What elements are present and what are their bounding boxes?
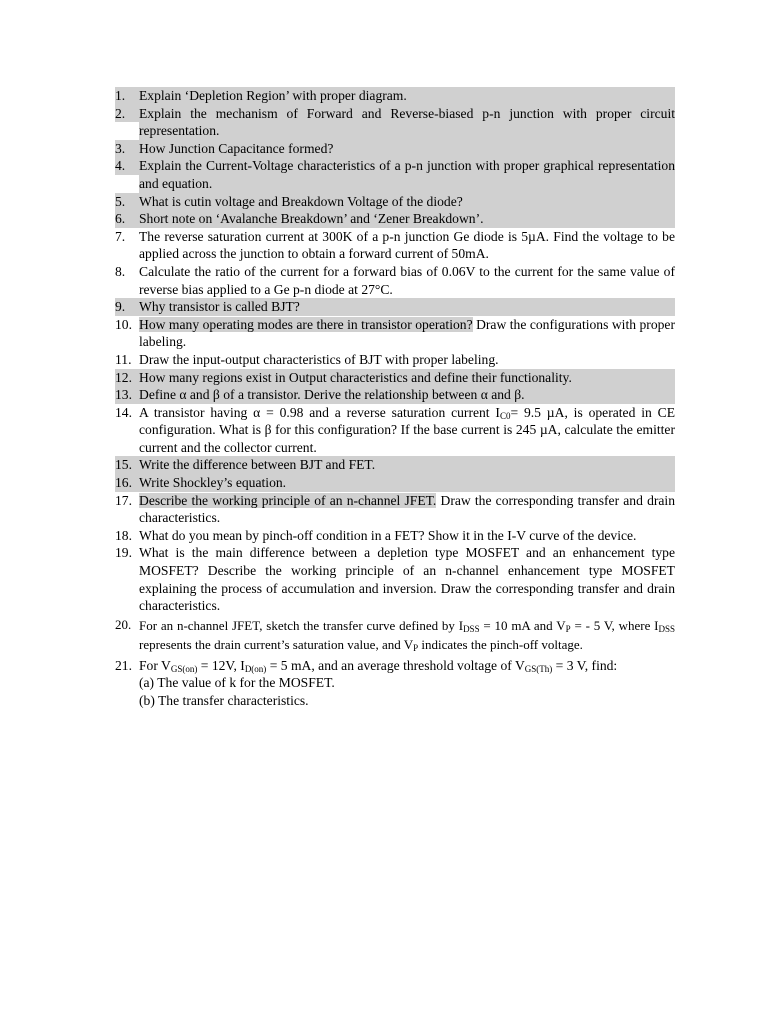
question-number: 20. [115, 616, 132, 632]
question-text: Write Shockley’s equation. [139, 474, 675, 492]
question-number: 19. [115, 545, 132, 561]
question-text: Write the difference between BJT and FET. [139, 456, 675, 474]
question-item [115, 615, 675, 654]
highlighted-text: How many operating modes are there in transistor operation? [139, 316, 473, 332]
question-item [115, 404, 675, 457]
question-item [115, 263, 675, 298]
question-number: 11. [115, 351, 132, 367]
question-number: 2. [115, 105, 139, 123]
question-number: 13. [115, 386, 139, 404]
subscript: C0 [499, 410, 511, 421]
question-text [139, 316, 675, 351]
question-text: What is cutin voltage and Breakdown Voltage of the diode? [139, 193, 675, 211]
text-part: = 9.5 µA, is operated in CE configuration. What is β for this configuration? If the base current is 245 µA, calculate the emitter current and the collector current. [139, 404, 675, 455]
question-number: 4. [115, 157, 139, 175]
question-number: 9. [115, 298, 139, 316]
question-item [115, 369, 675, 387]
text-part: represents the drain current’s saturation value, and V [139, 636, 414, 652]
text-part: = 10 mA and V [479, 617, 566, 633]
question-number: 3. [115, 140, 139, 158]
text-part: For V [139, 657, 171, 673]
question-item [115, 456, 675, 474]
question-text: Draw the input-output characteristics of BJT with proper labeling. [139, 351, 499, 367]
sub-question-b: (b) The transfer characteristics. [139, 693, 309, 708]
sub-question-a: (a) The value of k for the MOSFET. [139, 675, 335, 691]
question-text: Explain the Current-Voltage characteristics of a p-n junction with proper graphical representation and equation. [139, 158, 675, 191]
question-item [115, 544, 675, 614]
plain-text: Draw the configurations with proper labeling. [139, 316, 675, 350]
question-text: What is the main difference between a depletion type MOSFET and an enhancement type MOSFET? Describe the working principle of an n-channel enhancement type MOSFET explaining the process of accumulation and inversion. Draw the corresponding transfer and drain characteristics. [139, 545, 675, 614]
question-item [115, 193, 675, 211]
question-item [115, 474, 675, 492]
question-text [139, 616, 675, 654]
question-line [139, 657, 675, 675]
text-part: indicates the pinch-off voltage. [418, 636, 583, 652]
question-text [139, 404, 675, 457]
question-item [115, 228, 675, 263]
question-number: 14. [115, 404, 132, 420]
question-item [115, 386, 675, 404]
question-text: Short note on ‘Avalanche Breakdown’ and ‘Zener Breakdown’. [139, 210, 675, 228]
question-list [115, 87, 675, 710]
text-part: = 5 mA, and an average threshold voltage of V [266, 657, 525, 673]
question-item [115, 316, 675, 351]
question-text [139, 657, 675, 710]
question-number: 21. [115, 657, 132, 673]
question-text: Define α and β of a transistor. Derive the relationship between α and β. [139, 386, 675, 404]
plain-text: Draw the corresponding transfer and drain characteristics. [139, 492, 676, 526]
text-part: = - 5 V, where I [570, 617, 659, 633]
question-number: 1. [115, 87, 139, 105]
question-item [115, 140, 675, 158]
question-item [115, 527, 675, 545]
text-part: = 12V, I [197, 657, 245, 673]
question-item [115, 298, 675, 316]
subscript: GS(Th) [524, 663, 553, 674]
question-text: Explain ‘Depletion Region’ with proper diagram. [139, 87, 675, 105]
highlighted-text: Describe the working principle of an n-channel JFET. [139, 492, 437, 508]
question-number: 8. [115, 263, 126, 279]
subscript: GS(on) [170, 663, 198, 674]
question-item [115, 492, 675, 527]
question-text: How many regions exist in Output characteristics and define their functionality. [139, 369, 675, 387]
subscript: P [565, 623, 571, 634]
subscript: D(on) [244, 663, 267, 674]
text-part: = 3 V, find: [552, 657, 618, 673]
subscript: P [413, 642, 419, 653]
question-text: Calculate the ratio of the current for a forward bias of 0.06V to the current for the same value of reverse bias applied to a Ge p-n diode at 27°C. [139, 263, 675, 297]
question-text [139, 492, 675, 527]
question-number: 6. [115, 210, 139, 228]
question-number: 17. [115, 492, 132, 508]
question-text: Explain the mechanism of Forward and Reverse-biased p-n junction with proper circuit representation. [139, 105, 675, 139]
question-text: The reverse saturation current at 300K of a p-n junction Ge diode is 5µA. Find the voltage to be applied across the junction to obtain a forward current of 50mA. [139, 228, 675, 262]
question-item [115, 105, 675, 140]
question-text: Why transistor is called BJT? [139, 298, 675, 316]
question-number: 12. [115, 369, 139, 387]
text-part: A transistor having α = 0.98 and a reverse saturation current I [139, 404, 500, 420]
question-item [115, 157, 675, 192]
question-item [115, 657, 675, 710]
question-number: 18. [115, 527, 132, 543]
question-number: 5. [115, 193, 139, 211]
question-item [115, 210, 675, 228]
question-text: How Junction Capacitance formed? [139, 140, 675, 158]
subscript: DSS [658, 623, 675, 634]
question-number: 15. [115, 456, 139, 474]
text-part: For an n-channel JFET, sketch the transfer curve defined by I [139, 617, 464, 633]
question-number: 10. [115, 316, 132, 332]
question-item [115, 351, 675, 369]
question-item [115, 87, 675, 105]
question-number: 7. [115, 228, 126, 244]
question-text: What do you mean by pinch-off condition in a FET? Show it in the I-V curve of the device. [139, 527, 637, 543]
subscript: DSS [463, 623, 480, 634]
question-number: 16. [115, 474, 139, 492]
